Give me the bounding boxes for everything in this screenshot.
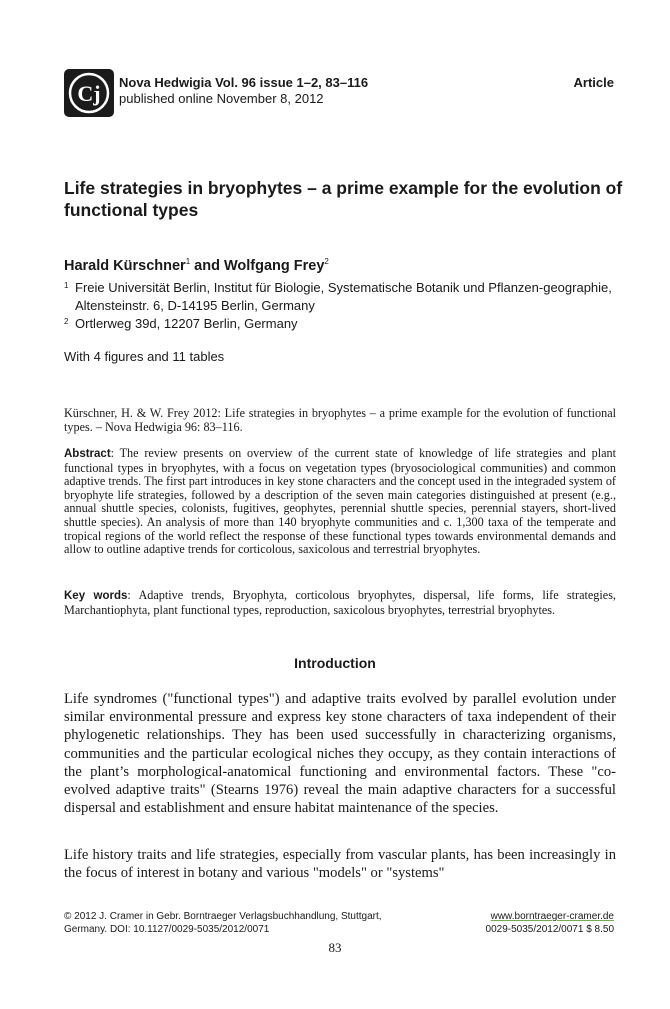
journal-logo-icon bbox=[64, 69, 114, 117]
footer-copyright bbox=[64, 910, 382, 936]
svg-text:Cj: Cj bbox=[77, 81, 101, 106]
copyright-line: © 2012 J. Cramer in Gebr. Borntraeger Verlagsbuchhandlung, Stuttgart, bbox=[64, 911, 382, 922]
publication-date: published online November 8, 2012 bbox=[119, 91, 324, 106]
affiliation-2 bbox=[64, 315, 624, 333]
affiliation-1 bbox=[64, 279, 624, 315]
journal-logo bbox=[64, 69, 114, 117]
introduction-paragraph-2: Life history traits and life strategies, especially from vascular plants, has been increasingly in the focus of interest in botany and various "models" or "systems" bbox=[64, 847, 616, 882]
author-1: Harald Kürschner bbox=[64, 258, 186, 274]
author-2: Wolfgang Frey bbox=[223, 258, 325, 274]
doi-line: Germany. DOI: 10.1127/0029-5035/2012/0071 bbox=[64, 924, 270, 935]
author-2-affiliation-mark: 2 bbox=[324, 257, 329, 266]
page-number: 83 bbox=[328, 940, 342, 955]
abstract-text: : The review presents on overview of the current state of knowledge of life strategies and plant functional types in bryophytes, with a focus on vegetation types (bryosociological communities) and common adaptive trends. The first part introduces in key stone characters and the concept used in the integraded system of bryophyte life strategies, followed by a description of the seven main categories distinguished at present (e.g., annual shuttle species, colonists, fugitives, geophytes, perennial shuttle species, perennial stayers, short-lived shuttle species). An analysis of more than 140 bryophyte communities and c. 1,300 taxa of the temperate and tropical regions of the world reflect the response of these functional types towards environmental demands and allow to outline adaptive trends for corticolous, saxicolous and terrestrial bryophytes. bbox=[64, 446, 616, 557]
journal-info: Nova Hedwigia Vol. 96 issue 1–2, 83–116 bbox=[119, 75, 369, 90]
author-connector: and bbox=[190, 258, 224, 274]
footer-publisher bbox=[486, 910, 614, 936]
affiliation-text: Ortlerweg 39d, 12207 Berlin, Germany bbox=[75, 316, 298, 331]
keywords-label: Key words bbox=[64, 590, 128, 602]
affiliation-number: 2 bbox=[64, 317, 69, 326]
issn-price: 0029-5035/2012/0071 $ 8.50 bbox=[485, 924, 614, 935]
article-title: Life strategies in bryophytes – a prime example for the evolution of functional types bbox=[64, 178, 623, 220]
keywords-text: : Adaptive trends, Bryophyta, corticolous bryophytes, dispersal, life forms, life strategies, Marchantiophyta, plant functional types, reproduction, saxicolous bryophytes, terrestrial bryophytes. bbox=[64, 588, 616, 617]
affiliation-number: 1 bbox=[64, 281, 69, 290]
introduction-heading: Introduction bbox=[294, 655, 376, 671]
introduction-paragraph-1: Life syndromes ("functional types") and adaptive traits evolved by parallel evolution under similar environmental pressure and express key stone characters of taxa independent of their phylogenetic relationships. They has been used successfully in characterizing organisms, communities and the particular ecological niches they occupy, as they contain interactions of the plant’s morphological-anatomical functioning and environmental factors. These "co-evolved adaptive traits" (Stearns 1976) reveal the main adaptive characters for a successful dispersal and establishment and ensure habitat maintenance of the species. bbox=[64, 691, 616, 817]
publisher-url-link[interactable]: www.borntraeger-cramer.de bbox=[490, 911, 614, 922]
authors bbox=[64, 253, 329, 275]
article-type: Article bbox=[573, 75, 614, 90]
keywords bbox=[64, 589, 616, 617]
citation: Kürschner, H. & W. Frey 2012: Life strategies in bryophytes – a prime example for the evolution of functional types. – Nova Hedwigia 96: 83–116. bbox=[64, 406, 616, 434]
author-1-affiliation-mark: 1 bbox=[185, 257, 191, 266]
figures-tables-note: With 4 figures and 11 tables bbox=[64, 349, 225, 364]
affiliation-text: Freie Universität Berlin, Institut für Biologie, Systematische Botanik und Pflanzen-geographie, Altensteinstr. 6, D-14195 Berlin, Germany bbox=[75, 280, 612, 313]
abstract bbox=[64, 447, 616, 557]
abstract-label: Abstract bbox=[64, 448, 111, 460]
